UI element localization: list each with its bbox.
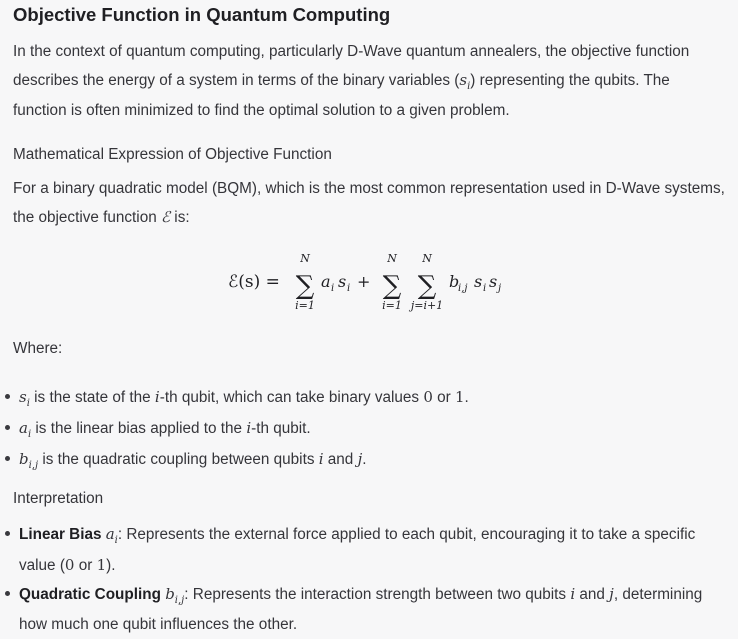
def-text-3: . — [362, 451, 367, 468]
interpretation-list — [0, 520, 738, 639]
term1-coef: a — [321, 272, 331, 291]
bullet-dot — [5, 456, 10, 461]
list-item — [0, 414, 724, 445]
def-one: 1 — [454, 388, 465, 406]
def-text-4: . — [464, 389, 469, 406]
interp-var: a — [105, 525, 115, 543]
equation-lhs: ℰ(s) = — [228, 272, 280, 292]
sum3-lower: j=i+1 — [410, 299, 444, 312]
def-jvar: j — [357, 450, 363, 468]
where-label: Where: — [13, 340, 63, 357]
bullet-dot — [5, 591, 10, 596]
def-var-sub: i,j — [28, 460, 39, 471]
interp-zero: 0 — [64, 556, 75, 574]
term2-coef: b — [449, 272, 460, 291]
interp-text: : Represents the external force applied to each qubit, encouraging it to take a specific value ( — [19, 526, 696, 574]
interp-var: b — [165, 585, 175, 603]
interp-jvar: j — [609, 585, 614, 603]
bqm-text-1: For a binary quadratic model (BQM), which is the most common representation used in D-Wave systems, the objective function — [13, 180, 725, 226]
equation-svg — [0, 245, 738, 325]
interp-end: , determining how much one qubit influences the other. — [19, 586, 703, 633]
sum3-upper: N — [422, 252, 432, 265]
section-heading-expression: Mathematical Expression of Objective Function — [13, 146, 332, 163]
term2-var-1-sub: i — [483, 283, 487, 294]
sum1-lower: i=1 — [295, 299, 315, 312]
interp-term: Linear Bias — [19, 526, 106, 543]
def-text-1: is the state of the — [29, 389, 155, 406]
term1-var: s — [338, 272, 347, 291]
interp-mid: and — [575, 586, 610, 603]
list-item — [0, 383, 724, 414]
interp-text: : Represents the interaction strength between two qubits — [184, 586, 571, 603]
intro-text-2: ) representing the qubits. The function is often minimized to find the optimal solution to a given problem. — [13, 72, 670, 119]
sum2-upper: N — [387, 252, 397, 265]
intro-paragraph — [13, 38, 725, 125]
bullet-dot — [5, 394, 10, 399]
def-text-2: -th qubit, which can take binary values — [159, 389, 424, 406]
interp-term: Quadratic Coupling — [19, 586, 166, 603]
sum3-sigma: ∑ — [417, 271, 437, 301]
term2-coef-sub: i,j — [458, 283, 468, 294]
list-item — [0, 445, 724, 476]
def-text-2: -th qubit. — [251, 420, 311, 437]
def-ivar: i — [318, 450, 324, 468]
list-item — [0, 580, 724, 639]
page-title: Objective Function in Quantum Computing — [13, 4, 391, 25]
def-zero: 0 — [423, 388, 433, 406]
sum2-sigma: ∑ — [382, 271, 402, 301]
objective-equation — [0, 245, 738, 325]
section-heading-interpretation: Interpretation — [13, 490, 104, 507]
def-ivar: i — [246, 419, 252, 437]
term1-var-sub: i — [347, 283, 351, 294]
term1-coef-sub: i — [331, 283, 335, 294]
interp-var-sub: i — [114, 535, 118, 546]
bullet-dot — [5, 531, 10, 536]
def-var-sub: i — [27, 429, 32, 440]
term2-var-1: s — [474, 272, 483, 291]
interp-var-sub: i,j — [174, 595, 185, 606]
plus-sign: + — [357, 272, 371, 291]
bqm-text-2: is: — [170, 209, 190, 226]
def-var: b — [19, 450, 29, 468]
interp-end: ). — [106, 557, 116, 574]
interp-one: 1 — [96, 556, 107, 574]
interp-mid: or — [74, 557, 97, 574]
term2-var-2-sub: j — [498, 283, 502, 294]
sum1-sigma: ∑ — [295, 271, 315, 301]
bqm-paragraph — [13, 175, 725, 232]
def-text-1: is the linear bias applied to the — [31, 420, 247, 437]
intro-text-1: In the context of quantum computing, particularly D-Wave quantum annealers, the objective function describes the energy of a system in terms of the binary variables ( — [13, 43, 690, 89]
intro-var-sub: i — [467, 81, 471, 92]
sum2-lower: i=1 — [382, 299, 402, 312]
def-text-1: is the quadratic coupling between qubits — [38, 451, 319, 468]
term2-var-2: s — [489, 272, 498, 291]
interp-ivar: i — [570, 585, 576, 603]
def-ivar: i — [154, 388, 160, 406]
def-var: a — [19, 419, 28, 437]
energy-symbol: ℰ — [160, 208, 171, 226]
def-text-3: or — [432, 389, 455, 406]
sum1-upper: N — [300, 252, 310, 265]
def-var: s — [19, 388, 27, 406]
intro-var-s: s — [459, 71, 468, 89]
def-var-sub: i — [26, 398, 30, 409]
bullet-dot — [5, 425, 10, 430]
list-item — [0, 520, 724, 580]
def-text-2: and — [323, 451, 358, 468]
definition-list — [0, 383, 738, 476]
